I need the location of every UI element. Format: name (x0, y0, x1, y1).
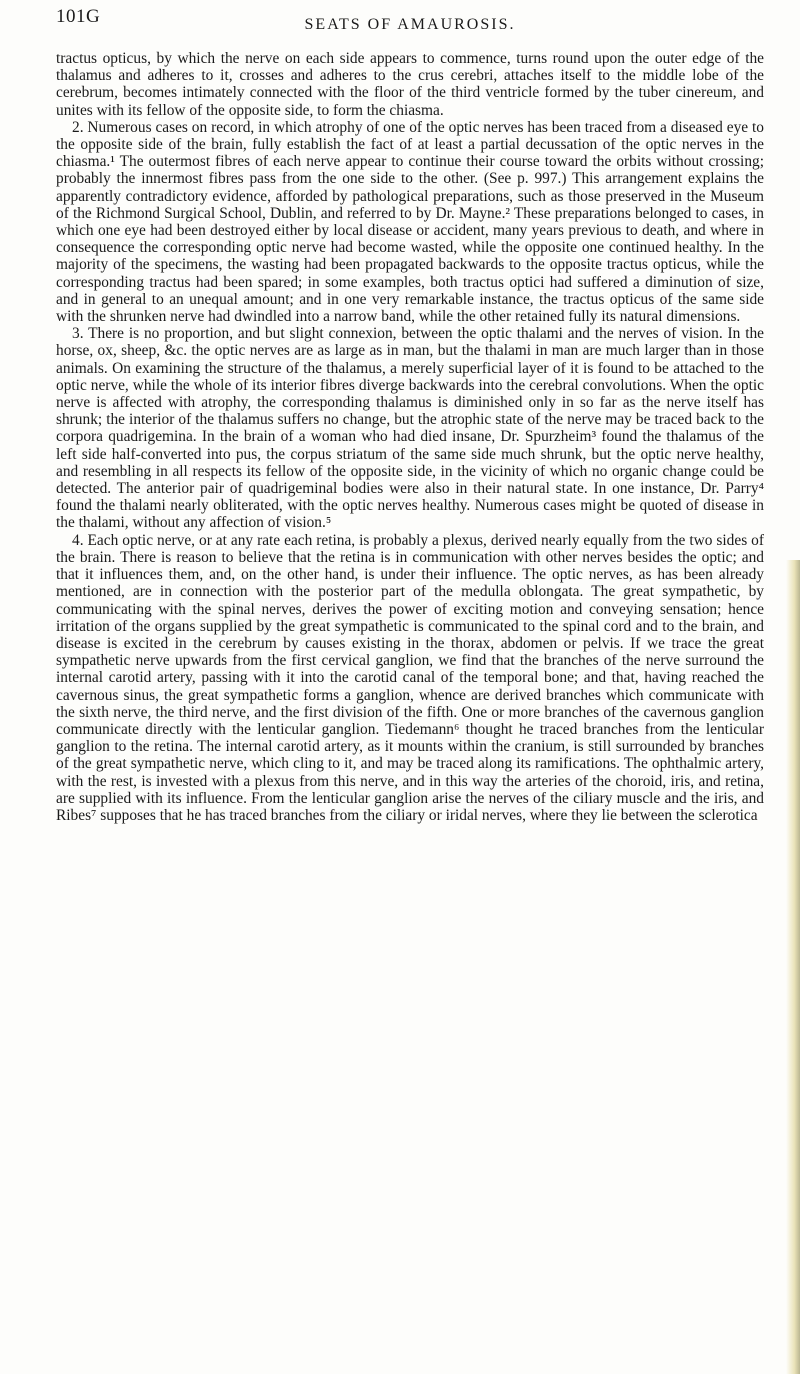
paragraph-3-optic-thalami: 3. There is no proportion, and but slight connexion, between the optic thalami and the nerves of vision. In the horse, ox, sheep, &c. the optic nerves are as large as in man, but the thalami in man are much larger than in those animals. On examining the structure of the thalamus, a merely superficial layer of it is found to be attached to the optic nerve, while the whole of its interior fibres diverge backwards into the cerebral convolutions. When the optic nerve is affected with atrophy, the corresponding thalamus is diminished only in so far as the nerve itself has shrunk; the interior of the thalamus suffers no change, but the atrophic state of the nerve may be traced back to the corpora quadrigemina. In the brain of a woman who had died insane, Dr. Spurzheim³ found the thalamus of the left side half-converted into pus, the corpus striatum of the same side much shrunk, but the optic nerve healthy, and resembling in all respects its fellow of the opposite side, in the vicinity of which no organic change could be detected. The anterior pair of quadrigeminal bodies were also in their natural state. In one instance, Dr. Parry⁴ found the thalami nearly obliterated, with the optic nerves healthy. Numerous cases might be quoted of disease in the thalami, without any affection of vision.⁵ (56, 325, 764, 532)
page-header (56, 4, 764, 44)
paragraph-2-decussation: 2. Numerous cases on record, in which atrophy of one of the optic nerves has been traced from a diseased eye to the opposite side of the brain, fully establish the fact of at least a partial decussation of the optic nerves in the chiasma.¹ The outermost fibres of each nerve appear to continue their course toward the orbits without crossing; probably the innermost fibres pass from the one side to the other. (See p. 997.) This arrangement explains the apparently contradictory evidence, afforded by pathological preparations, such as those preserved in the Museum of the Richmond Surgical School, Dublin, and referred to by Dr. Mayne.² These preparations belonged to cases, in which one eye had been destroyed either by local disease or accident, many years previous to death, and where in consequence the corresponding optic nerve had become wasted, while the opposite one continued healthy. In the majority of the specimens, the wasting had been propagated backwards to the opposite tractus opticus, while the corresponding tractus had been spared; in some examples, both tractus optici had suffered a diminution of size, and in general to an unequal amount; and in one very remarkable instance, the tractus opticus of the same side with the shrunken nerve had dwindled into a narrow band, while the other retained fully its natural dimensions. (56, 118, 764, 326)
paragraph-4-retina-plexus: 4. Each optic nerve, or at any rate each retina, is probably a plexus, derived nearly equally from the two sides of the brain. There is reason to believe that the retina is in communication with other nerves besides the optic; and that it influences them, and, on the other hand, is under their influence. The optic nerves, as has been already mentioned, are in connection with the posterior part of the medulla oblongata. The great sympathetic, by communicating with the spinal nerves, derives the power of exciting motion and conveying sensation; hence irritation of the organs supplied by the great sympathetic is communicated to the spinal cord and to the brain, and disease is excited in the cerebrum by causes existing in the thorax, abdomen or pelvis. If we trace the great sympathetic nerve upwards from the first cervical ganglion, we find that the branches of the nerve surround the internal carotid artery, passing with it into the carotid canal of the temporal bone; and that, having reached the cavernous sinus, the great sympathetic forms a ganglion, whence are derived branches which communicate with the sixth nerve, the third nerve, and the first division of the fifth. One or more branches of the cavernous ganglion communicate directly with the lenticular ganglion. Tiedemann⁶ thought he traced branches from the lenticular ganglion to the retina. The internal carotid artery, as it mounts within the cranium, is still surrounded by branches of the great sympathetic nerve, which cling to it, and may be traced along its ramifications. The ophthalmic artery, with the rest, is invested with a plexus from this nerve, and in this way the arteries of the choroid, iris, and retina, are supplied with its influence. From the lenticular ganglion arise the nerves of the ciliary muscle and the iris, and Ribes⁷ supposes that he has traced branches from the ciliary or iridal nerves, where they lie between the sclerotica (56, 531, 764, 824)
body-text (56, 50, 764, 824)
running-head: SEATS OF AMAUROSIS. (304, 16, 516, 33)
paragraph-continuation: tractus opticus, by which the nerve on each side appears to commence, turns round upon the outer edge of the thalamus and adheres to it, crosses and adheres to the crus cerebri, attaches itself to the middle lobe of the cerebrum, becomes intimately connected with the floor of the third ventricle formed by the tuber cinereum, and unites with its fellow of the opposite side, to form the chiasma. (56, 50, 764, 119)
page-edge-shadow (786, 560, 800, 1374)
page-number: 101G (56, 6, 101, 27)
